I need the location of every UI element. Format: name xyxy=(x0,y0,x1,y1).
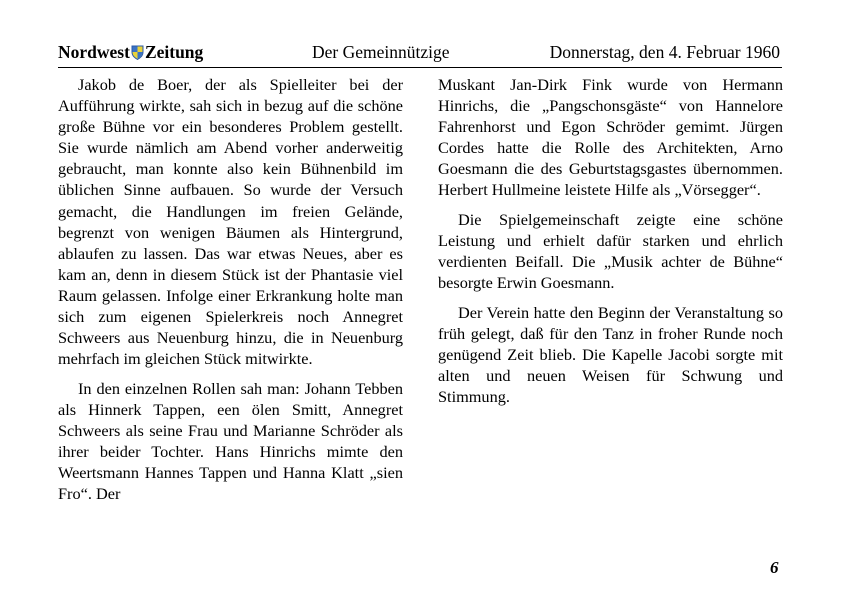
masthead-right-text: Zeitung xyxy=(144,42,204,62)
right-column xyxy=(438,74,783,416)
newspaper-masthead xyxy=(58,41,203,63)
paragraph: Die Spielgemeinschaft zeigte eine schöne Leistung und erhielt dafür starken und ehrlich verdienten Beifall. Die „Musik achter de Bühne“ besorgte Erwin Goesmann. xyxy=(438,209,783,293)
paragraph: Jakob de Boer, der als Spielleiter bei der Aufführung wirkte, sah sich in bezug auf die schöne große Bühne vor ein besonderes Problem gestellt. Sie wurde nämlich am Abend vorher anderweitig gebraucht, man konnte also kein Bühnenbild im üblichen Sinne aufbauen. So wurde der Versuch gemacht, die Handlungen im freien Gelände, begrenzt von wenigen Bäumen als Hintergrund, ablaufen zu lassen. Das war etwas Neues, aber es kam an, denn in diesem Stück ist der Phantasie viel Raum gelassen. Infolge einer Erkrankung holte man sich zum eigenen Spielerkreis noch Annegret Schweers aus Neuenburg hinzu, die in Neuenburg mehrfach im gleichen Stück mitwirkte. xyxy=(58,75,403,369)
issue-date: Donnerstag, den 4. Februar 1960 xyxy=(549,42,780,62)
section-title: Der Gemeinnützige xyxy=(312,42,450,62)
left-column xyxy=(58,74,403,513)
page-header xyxy=(58,41,782,68)
paragraph: Der Verein hatte den Beginn der Veranstaltung so früh gelegt, daß für den Tanz in froher Runde noch genügend Zeit blieb. Die Kapelle Jacobi sorgte mit alten und neuen Weisen für Schwung und Stimmung. xyxy=(438,302,783,407)
paragraph: Muskant Jan-Dirk Fink wurde von Hermann Hinrichs, die „Pangschonsgäste“ von Hannelore Fahrenhorst und Egon Schröder gemimt. Jürgen Cordes hatte die Rolle des Architekten, Arno Goesmann die des Geburtstagsgastes übernommen. Herbert Hullmeine leistete Hilfe als „Vörsegger“. xyxy=(438,75,783,200)
masthead-left-text: Nordwest xyxy=(58,42,130,62)
paragraph: In den einzelnen Rollen sah man: Johann Tebben als Hinnerk Tappen, een ölen Smitt, Annegret Schweers als seine Frau und Marianne Schröder als ihrer beider Tochter. Hans Hinrichs mimte den Weertsmann Hannes Tappen und Hanna Klatt „sien Fro“. Der xyxy=(58,378,403,504)
coat-of-arms-icon xyxy=(131,45,144,60)
page-number: 6 xyxy=(770,558,779,577)
